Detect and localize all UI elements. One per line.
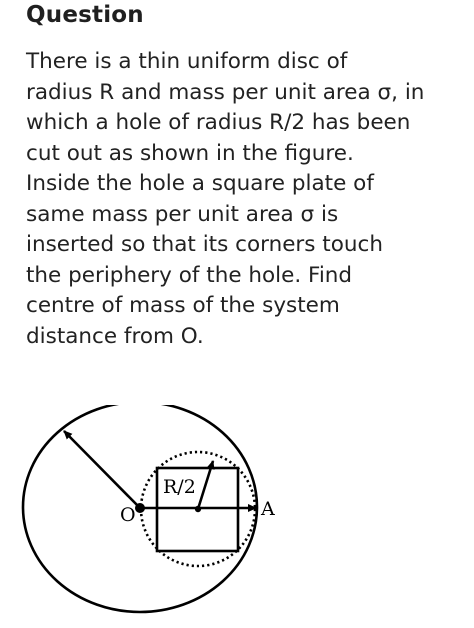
question-line: centre of mass of the system [26,293,340,318]
radius-label: R/2 [163,476,196,498]
center-label: O [120,504,136,526]
question-line: radius R and mass per unit area σ, in [26,79,425,105]
point-o [135,503,145,513]
point-a-label: A [261,498,275,520]
question-line: the periphery of the hole. Find [26,262,353,288]
radius-arrow [64,431,140,508]
hole-centre-point [195,506,201,512]
question-line: Inside the hole a square plate of [26,171,374,196]
question-heading: Question [26,2,144,28]
question-line: distance from O. [26,323,204,349]
question-line: same mass per unit area σ is [26,201,339,227]
question-line: inserted so that its corners touch [26,232,383,257]
question-line: cut out as shown in the figure. [26,140,354,166]
disc-figure [20,405,280,627]
question-line: There is a thin uniform disc of [26,49,348,74]
question-line: which a hole of radius R/2 has been [26,110,411,135]
question-text [26,47,466,352]
